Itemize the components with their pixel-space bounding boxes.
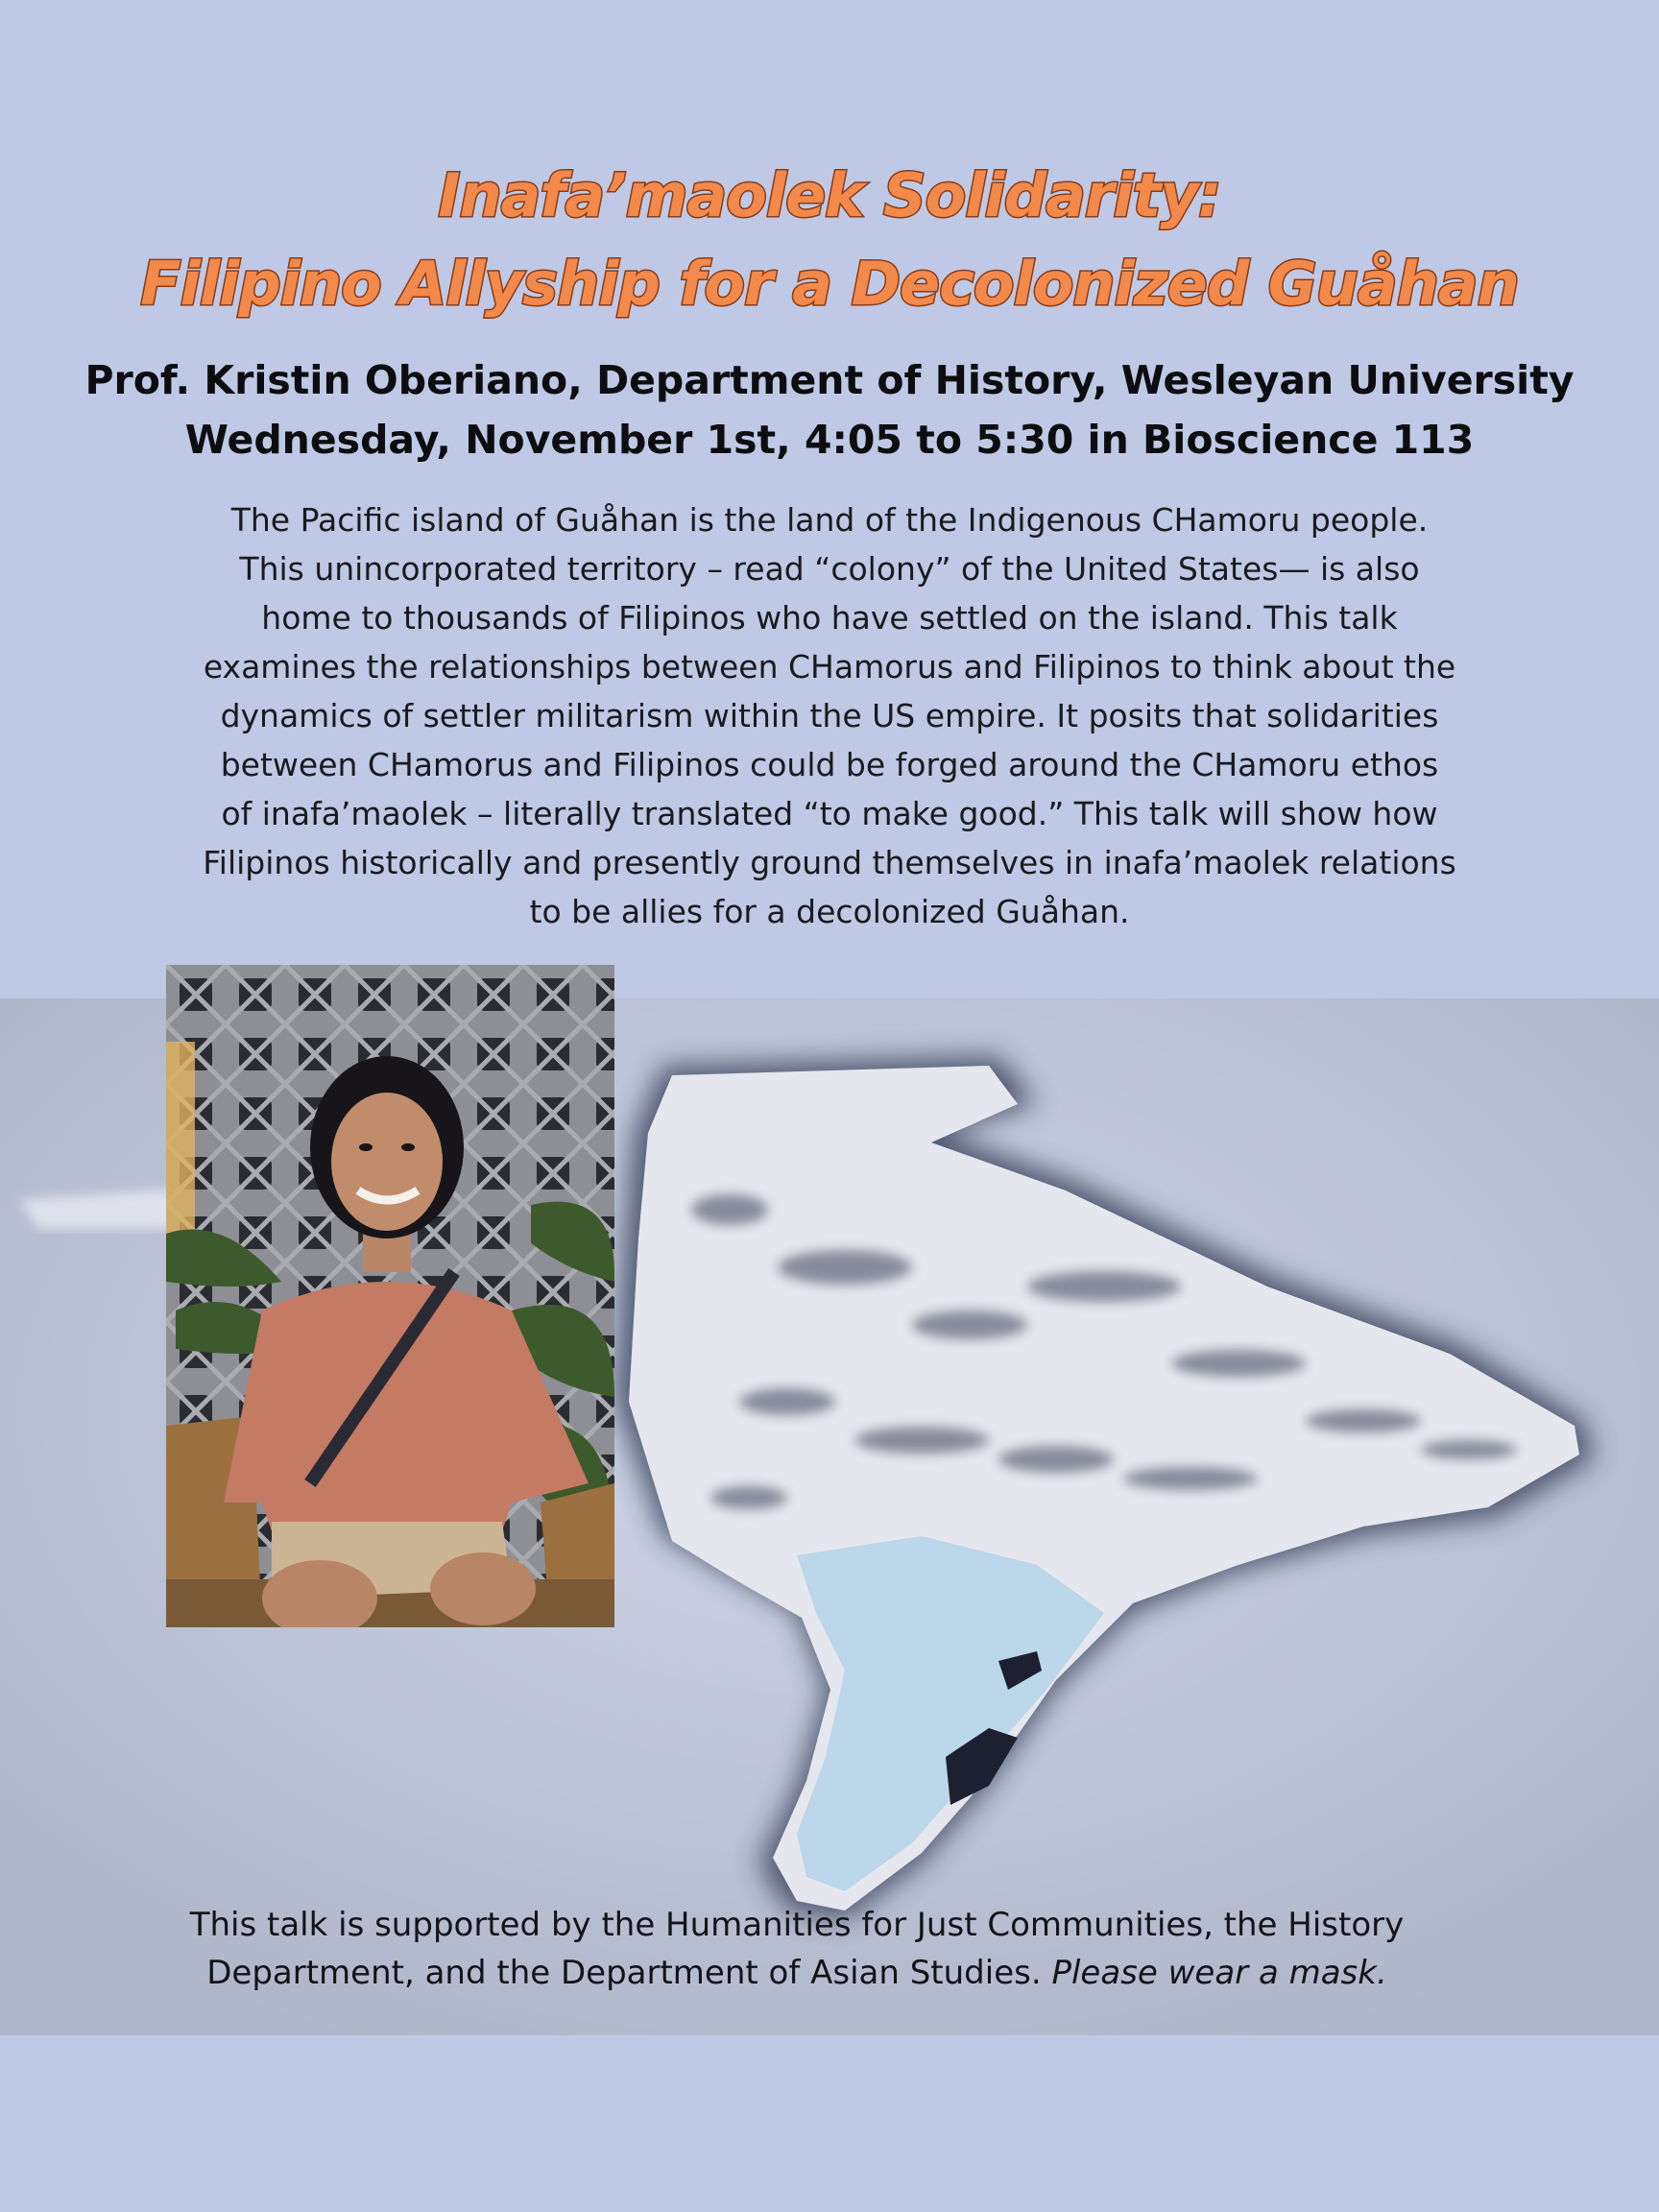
title-line-2: Filipino Allyship for a Decolonized Guåhan — [140, 249, 1519, 319]
abstract-line: to be allies for a decolonized Guåhan. — [529, 893, 1130, 930]
abstract-line: of inafa’maolek – literally translated “to make good.” This talk will show how — [221, 795, 1438, 832]
abstract-line: Filipinos historically and presently ground themselves in inafa’maolek relations — [203, 844, 1456, 881]
sponsor-line-2-text: Department, and the Department of Asian Studies. — [206, 1954, 1052, 1992]
abstract-line: home to thousands of Filipinos who have settled on the island. This talk — [261, 599, 1398, 637]
abstract-line: The Pacific island of Guåhan is the land of the Indigenous CHamoru people. — [230, 501, 1429, 539]
speaker-photo — [166, 965, 614, 1627]
sponsor-line-2 — [125, 1949, 1469, 1997]
event-datetime-location: Wednesday, November 1st, 4:05 to 5:30 in Bioscience 113 — [184, 417, 1475, 463]
mask-request: Please wear a mask. — [1051, 1954, 1387, 1992]
abstract-line: This unincorporated territory – read “colony” of the United States— is also — [239, 550, 1420, 588]
sponsor-note — [125, 1901, 1469, 1997]
abstract-line: examines the relationships between CHamorus and Filipinos to think about the — [203, 648, 1456, 685]
speaker-line: Prof. Kristin Oberiano, Department of History, Wesleyan University — [84, 357, 1575, 403]
poster-title — [0, 152, 1659, 328]
speaker-portrait-illustration — [166, 965, 614, 1627]
sponsor-line-1: This talk is supported by the Humanities for Just Communities, the History — [189, 1906, 1405, 1944]
talk-abstract — [134, 495, 1525, 936]
title-line-1: Inafa’maolek Solidarity: — [438, 160, 1221, 230]
abstract-line: between CHamorus and Filipinos could be forged around the CHamoru ethos — [220, 746, 1439, 783]
abstract-line: dynamics of settler militarism within the US empire. It posits that solidarities — [220, 697, 1439, 734]
